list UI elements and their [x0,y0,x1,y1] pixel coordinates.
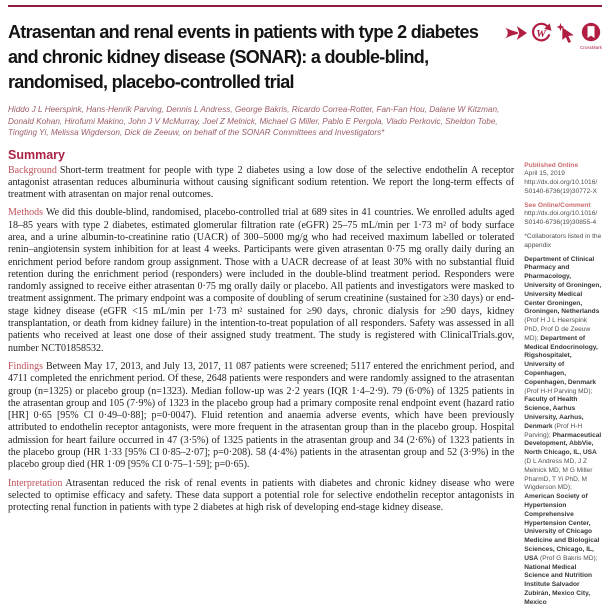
summary-section [8,148,602,608]
fast-track-icon [505,22,527,44]
page-title [8,20,502,95]
margin-sidebar [524,148,602,608]
published-doi-link[interactable]: http://dx.doi.org/10.1016/ [524,179,598,187]
affiliations-block [524,256,602,608]
methods-text: We did this double-blind, randomised, placebo-controlled trial at 689 sites in 41 countries. We enrolled adults aged 18–85 years with type 2 diabetes, estimated glomerular filtration rate (eGFR) 25–75 mL/min per 1·73 m² of body surface area, and a urine albumin-to-creatinine ratio (UACR) of 300–5000 mg/g who had received maximum labelled or tolerated renin–angiotensin system inhibition for at least 4 weeks. Participants were given atrasentan 0·75 mg orally daily during an enrichment period before random group assignment. Those with a UACR decrease of at least 30% with no substantial fluid retention during the enrichment period (responders) were included in the double-blind treatment period. Responders were randomly assigned to receive either atrasentan 0·75 mg orally daily or placebo. All patients and investigators were masked to treatment assignment. The primary endpoint was a composite of doubling of serum creatinine (sustained for ≥30 days) or end-stage kidney disease (eGFR <15 mL/min per 1·73 m² sustained for ≥90 days, chronic dialysis for ≥90 days, kidney transplantation, or death from kidney failure) in the intention-to-treat population of all responders. Safety was assessed in all patients who received at least one dose of their assigned study treatment. The study is registered with ClinicalTrials.gov, number NCT01858532. [8,207,515,354]
affiliation: National Medical Science and Nutrition Institute Salvador Zubirán, Mexico City, Mexico [524,563,593,606]
affiliation-names: (Prof H-H Parving MD); [524,387,593,395]
authors-line: Hiddo J L Heerspink, Hans-Henrik Parving, Dennis L Andress, George Bakris, Ricardo Correa-Rotter, Fan-Fan Hou, Dalane W Kitzman, Donald Kohan, Hirofumi Makino, John J V McMurray, Joel Z Melnick, Michael G Miller, Pablo E Pergola, Vlado Perkovic, Sheldon Tobe, Tingting Yi, Melissa Wigderson, Dick de Zeeuw, on behalf of the SONAR Committees and Investigators* [8,105,500,137]
background-paragraph [8,165,514,202]
top-rule [8,5,602,7]
title-line-2: and chronic kidney disease (SONAR): a double-blind, [8,47,429,67]
summary-column [8,148,514,608]
comment-doi-link[interactable]: http://dx.doi.org/10.1016/ [524,210,598,218]
svg-text:W: W [536,28,546,41]
crossmark-badge[interactable] [580,22,602,50]
affiliation: Pharmaceutical Development, AbbVie, North Chicago, IL, USA [524,431,602,457]
interpretation-paragraph [8,478,514,515]
web-extra-icon [530,22,552,44]
title-line-3: randomised, placebo-controlled trial [8,72,294,92]
methods-paragraph [8,207,514,355]
header-icons [502,20,602,95]
affiliation: Faculty of Health Science, Aarhus University, Aarhus, Denmark [524,396,584,430]
interpretation-label: Interpretation [8,477,63,489]
affiliation: Department of Medical Endocrinology, Rigshospitalet, University of Copenhagen, Copenhagen, Denmark [524,334,598,386]
affiliation-names: (Prof G Bakris MD); [538,554,598,562]
methods-label: Methods [8,207,43,219]
published-doi-link[interactable]: S0140-6736(19)30772-X [524,187,597,195]
article-page [0,5,610,608]
title-line-1: Atrasentan and renal events in patients with type 2 diabetes [8,22,479,42]
affiliation-names: (Prof H-H Parving); [524,422,583,439]
affiliation-names: (Prof H J L Heerspink PhD, Prof D de Zeeuw MD); [524,317,591,342]
affiliation: Department of Clinical Pharmacy and Pharmacology, University of Groningen, University Medical Center Groningen, Groningen, Netherlands [524,255,602,316]
affiliation: American Society of Hypertension Comprehensive Hypertension Center, University of Chicago Medicine and Biological Sciences, Chicago, IL, USA [524,493,600,562]
background-text: Short-term treatment for people with type 2 diabetes using a low dose of the selective endothelin A receptor antagonist atrasentan reduces albuminuria without causing significant sodium retention. We report the long-term effects of treatment with atrasentan on major renal outcomes. [8,164,515,201]
crossmark-caption: CrossMark [580,45,602,50]
collaborators-note: *Collaborators listed in the appendix [524,233,602,249]
comment-doi-link[interactable]: S0140-6736(19)30855-4 [524,219,597,227]
findings-text: Between May 17, 2013, and July 13, 2017, 11 087 patients were screened; 5117 entered the enrichment period, and 4711 completed the enrichment period. Of these, 2648 patients were responders and were randomly assigned to the atrasentan group (n=1325) or placebo group (n=1323). Median follow-up was 2·2 years (IQR 1·4–2·9). 79 (6·0%) of 1325 patients in the atrasentan group and 105 (7·9%) of 1323 in the placebo group had a primary composite renal endpoint event (hazard ratio [HR] 0·65 [95% CI 0·49–0·88]; p=0·0047). Fluid retention and anaemia adverse events, which have been previously attributed to endothelin receptor antagonists, were more frequent in the atrasentan group than in the placebo group. Hospital admission for heart failure occurred in 47 (3·5%) of 1325 patients in the atrasentan group and 34 (2·6%) of 1323 patients in the placebo group (HR 1·33 [95% CI 0·85–2·07]; p=0·208). 58 (4·4%) patients in the atrasentan group and 52 (3·9%) in the placebo group died (HR 1·09 [95% CI 0·75–1·59]; p=0·65). [8,360,515,471]
see-online-label: See Online/Comment [524,201,591,209]
interpretation-text: Atrasentan reduced the risk of renal events in patients with diabetes and chronic kidney disease who were selected to optimise efficacy and safety. These data support a potential role for selective endothelin receptor antagonists in protecting renal function in patients with type 2 diabetes at high risk of developing end-stage kidney disease. [8,477,515,514]
findings-label: Findings [8,360,44,372]
published-date: April 15, 2019 [524,170,565,178]
affiliation-names: (D L Andress MD, J Z Melnick MD, M G Miller PharmD, T Yi PhD, M Wigderson MD); [524,458,593,492]
crossmark-icon[interactable] [580,22,602,44]
pointer-star-icon [555,22,577,44]
published-online-label: Published Online [524,161,579,169]
article-header [8,20,602,95]
findings-paragraph [8,361,514,472]
background-label: Background [8,164,57,176]
summary-heading: Summary [8,147,65,162]
